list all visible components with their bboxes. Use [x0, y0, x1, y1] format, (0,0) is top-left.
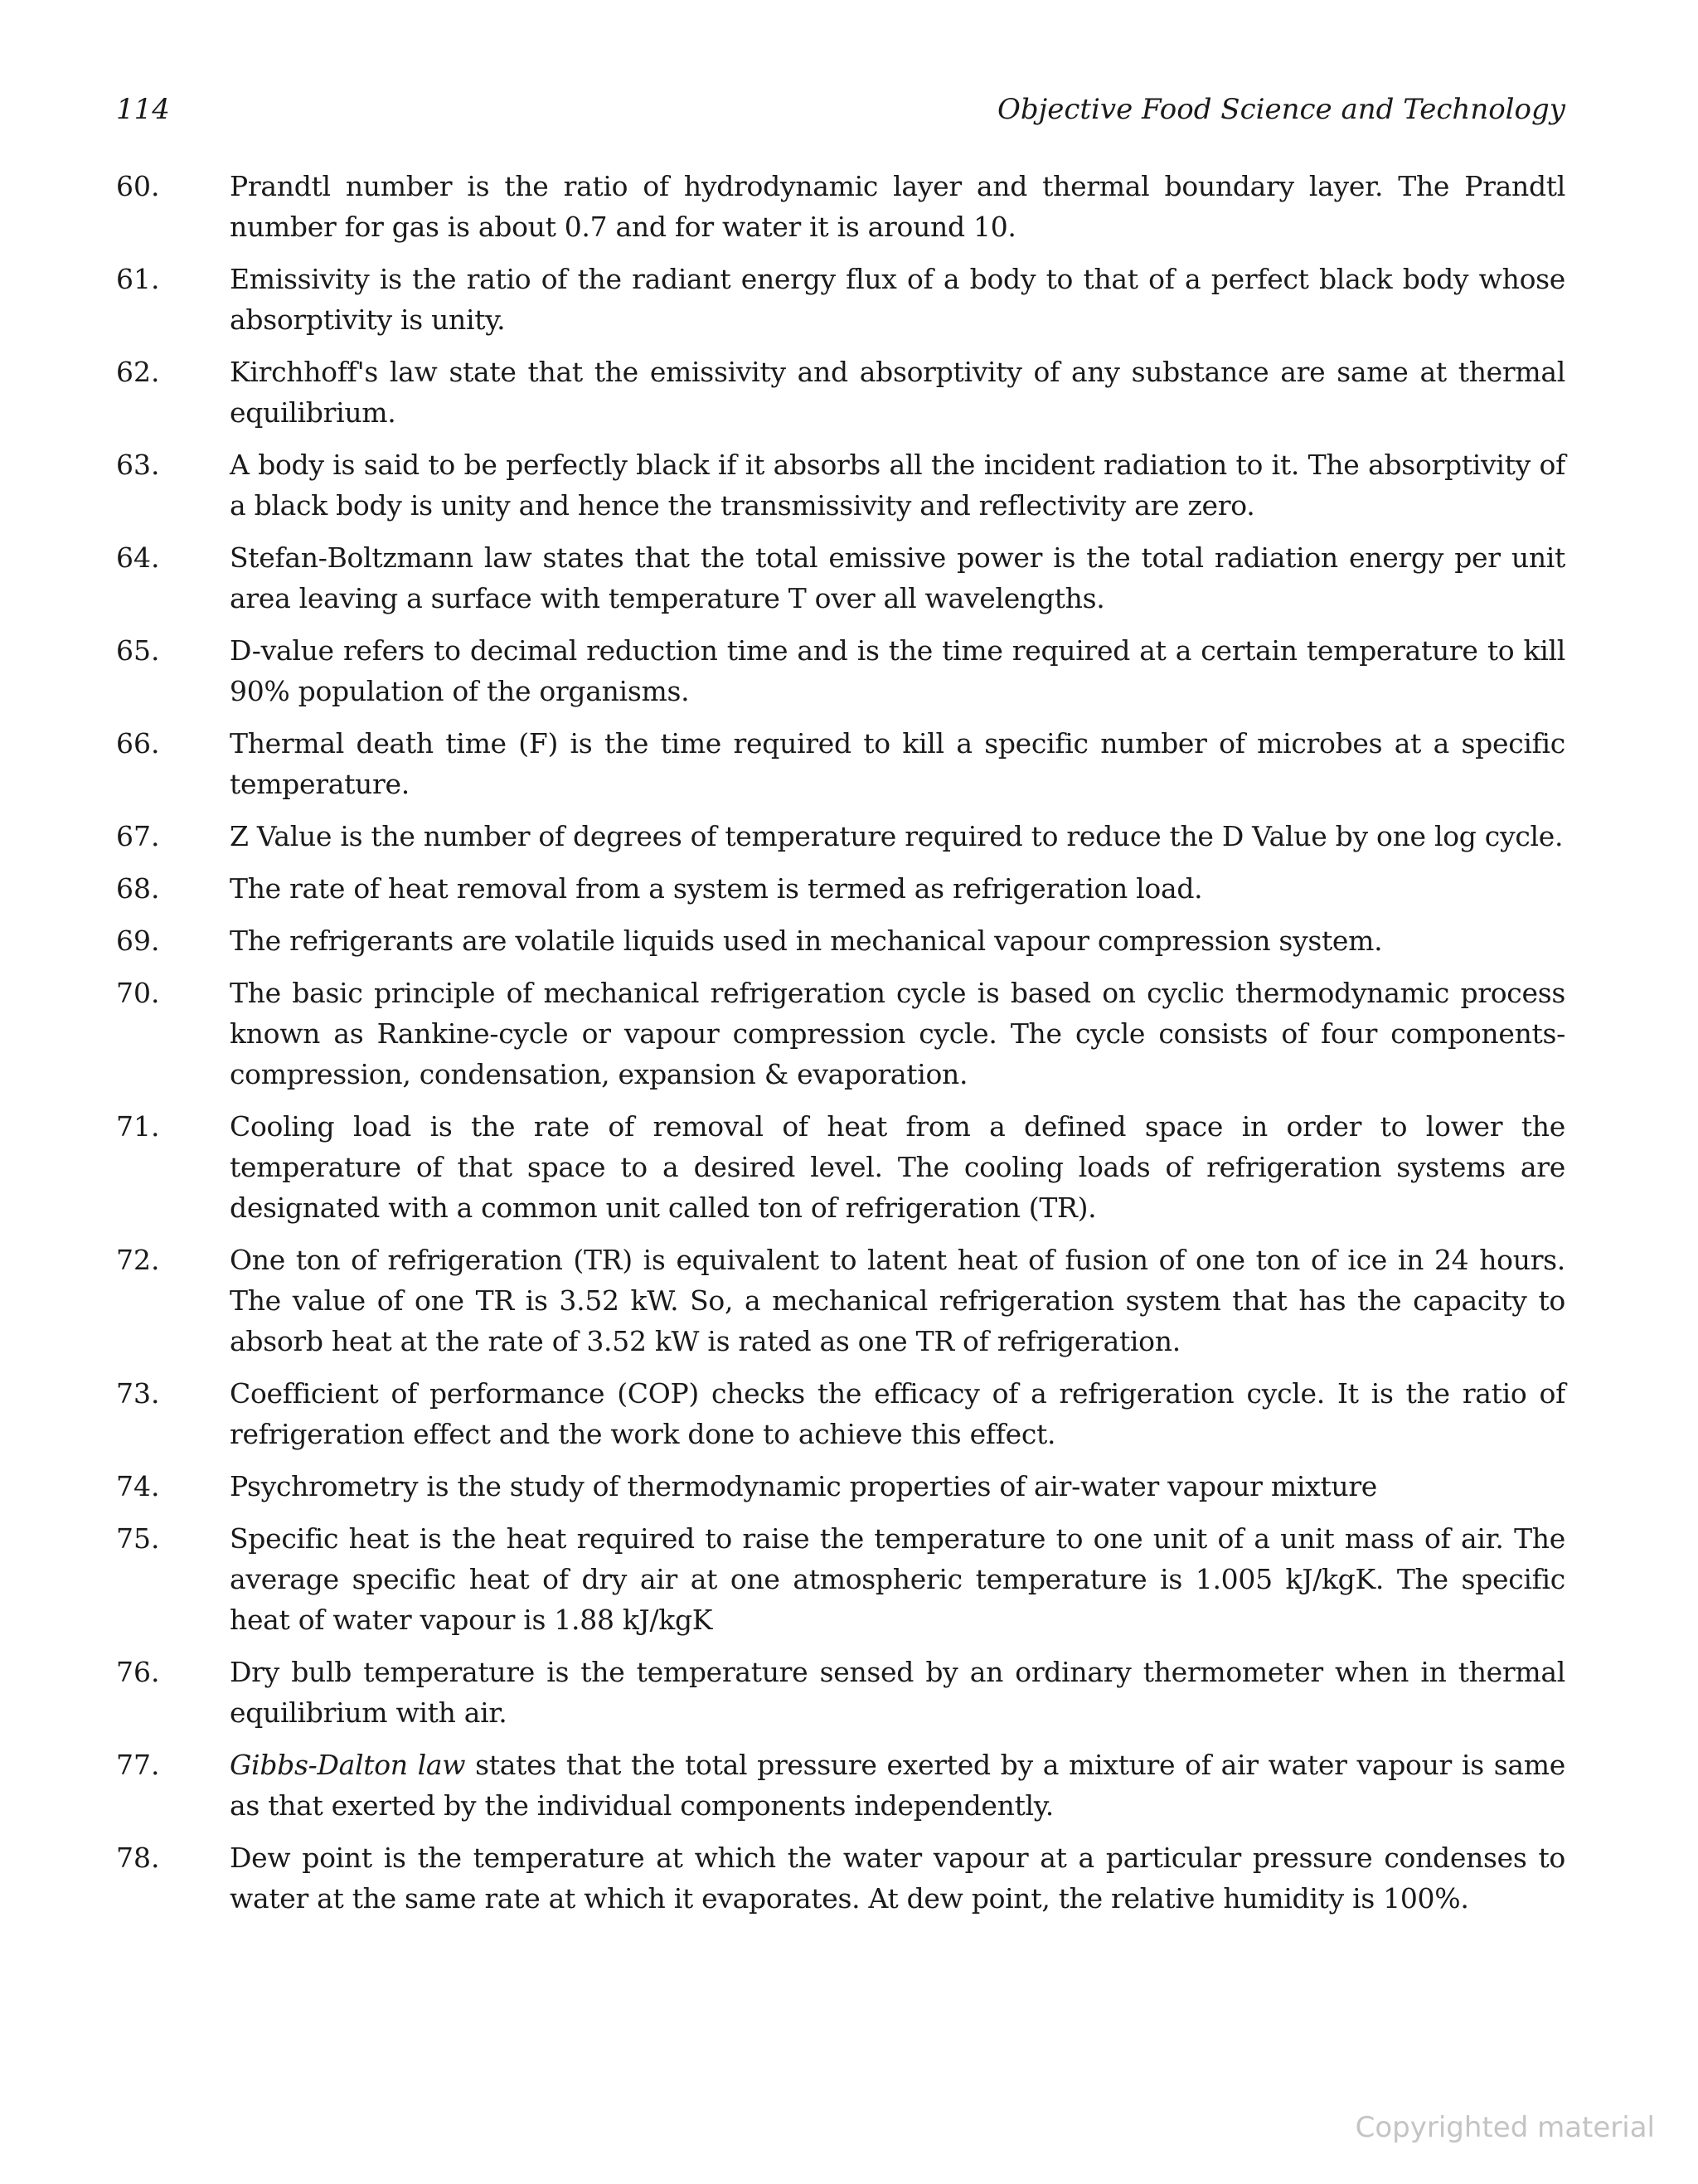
item-number: 75. — [116, 1522, 160, 1555]
item-number: 69. — [116, 925, 160, 957]
list-item — [116, 1466, 1565, 1507]
item-text: Coefficient of performance (COP) checks the efficacy of a refrigeration cycle. It is the ratio of refrigeration effect and the work done to achieve this effect. — [230, 1377, 1565, 1450]
item-number: 68. — [116, 872, 160, 905]
item-number: 65. — [116, 634, 160, 667]
list-item — [116, 444, 1565, 526]
running-title: Objective Food Science and Technology — [997, 93, 1565, 126]
list-item — [116, 1106, 1565, 1228]
item-text-body: states that the total pressure exerted by a mixture of air water vapour is same as that exerted by the individual components independently. — [230, 1749, 1565, 1822]
item-text: Thermal death time (F) is the time required to kill a specific number of microbes at a specific temperature. — [230, 727, 1565, 800]
list-item — [116, 816, 1565, 857]
list-item — [116, 1518, 1565, 1640]
item-text: Prandtl number is the ratio of hydrodynamic layer and thermal boundary layer. The Prandtl number for gas is about 0.7 and for water it is around 10. — [230, 170, 1565, 243]
item-text: Stefan-Boltzmann law states that the total emissive power is the total radiation energy per unit area leaving a surface with temperature T over all wavelengths. — [230, 541, 1565, 614]
item-number: 66. — [116, 727, 160, 760]
item-number: 62. — [116, 356, 160, 388]
list-item — [116, 868, 1565, 909]
item-text: A body is said to be perfectly black if it absorbs all the incident radiation to it. The absorptivity of a black body is unity and hence the transmissivity and reflectivity are zero. — [230, 449, 1565, 522]
item-number: 77. — [116, 1749, 160, 1781]
item-number: 73. — [116, 1377, 160, 1410]
item-text: Psychrometry is the study of thermodynamic properties of air-water vapour mixture — [230, 1470, 1378, 1502]
list-item — [116, 973, 1565, 1094]
item-text: Emissivity is the ratio of the radiant energy flux of a body to that of a perfect black body whose absorptivity is unity. — [230, 263, 1565, 336]
page-number: 114 — [116, 93, 170, 126]
item-number: 61. — [116, 263, 160, 295]
item-text: D-value refers to decimal reduction time and is the time required at a certain temperature to kill 90% population of the organisms. — [230, 634, 1565, 707]
list-item — [116, 630, 1565, 711]
item-number: 67. — [116, 820, 160, 852]
list-item — [116, 352, 1565, 433]
list-item — [116, 1745, 1565, 1826]
copyright-watermark: Copyrighted material — [1355, 2111, 1655, 2144]
item-text: Specific heat is the heat required to raise the temperature to one unit of a unit mass of air. The average specific heat of dry air at one atmospheric temperature is 1.005 kJ/kgK. The specific heat of water vapour is 1.88 kJ/kgK — [230, 1522, 1565, 1636]
item-number: 71. — [116, 1110, 160, 1143]
item-number: 63. — [116, 449, 160, 481]
item-text: Z Value is the number of degrees of temperature required to reduce the D Value by one log cycle. — [230, 820, 1564, 852]
item-number: 70. — [116, 977, 160, 1009]
item-number: 60. — [116, 170, 160, 202]
item-text: One ton of refrigeration (TR) is equivalent to latent heat of fusion of one ton of ice in 24 hours. The value of one TR is 3.52 kW. So, a mechanical refrigeration system that has the capacity to absorb heat at the rate of 3.52 kW is rated as one TR of refrigeration. — [230, 1244, 1565, 1357]
list-item — [116, 166, 1565, 247]
numbered-list — [116, 166, 1565, 1930]
page-header — [116, 93, 1565, 134]
list-item — [116, 920, 1565, 961]
list-item — [116, 1240, 1565, 1361]
item-text: Dry bulb temperature is the temperature sensed by an ordinary thermometer when in thermal equilibrium with air. — [230, 1656, 1565, 1729]
list-item — [116, 1373, 1565, 1454]
list-item — [116, 1652, 1565, 1733]
item-number: 74. — [116, 1470, 160, 1502]
list-item — [116, 259, 1565, 340]
item-text: Kirchhoff's law state that the emissivity and absorptivity of any substance are same at thermal equilibrium. — [230, 356, 1565, 429]
list-item — [116, 723, 1565, 804]
item-number: 64. — [116, 541, 160, 574]
item-text: Dew point is the temperature at which the water vapour at a particular pressure condenses to water at the same rate at which it evaporates. At dew point, the relative humidity is 100%. — [230, 1842, 1565, 1915]
italic-term: Gibbs-Dalton law — [230, 1749, 466, 1781]
item-number: 78. — [116, 1842, 160, 1874]
item-text: The refrigerants are volatile liquids used in mechanical vapour compression system. — [230, 925, 1383, 957]
list-item — [116, 1837, 1565, 1919]
item-text — [230, 1745, 1565, 1826]
item-text: The basic principle of mechanical refrigeration cycle is based on cyclic thermodynamic process known as Rankine-cycle or vapour compression cycle. The cycle consists of four components- compression, condensation, expansion & evaporation. — [230, 977, 1565, 1090]
item-number: 72. — [116, 1244, 160, 1276]
item-number: 76. — [116, 1656, 160, 1688]
item-text: Cooling load is the rate of removal of heat from a defined space in order to lower the temperature of that space to a desired level. The cooling loads of refrigeration systems are designated with a common unit called ton of refrigeration (TR). — [230, 1110, 1565, 1224]
list-item — [116, 537, 1565, 619]
item-text: The rate of heat removal from a system is termed as refrigeration load. — [230, 872, 1203, 905]
